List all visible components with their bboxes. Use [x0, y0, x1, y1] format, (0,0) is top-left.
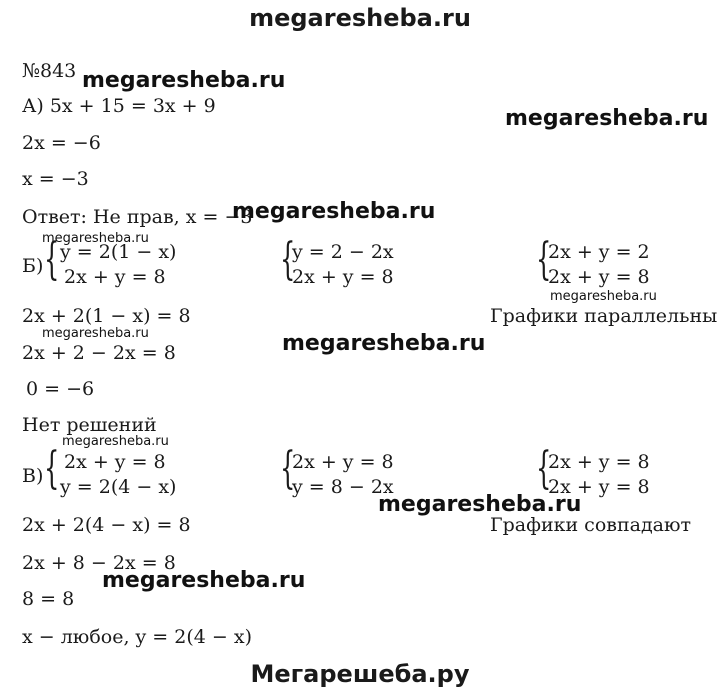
part-c-sys1-line2: y = 2(4 − x) — [60, 476, 177, 498]
site-header: megaresheba.ru — [249, 4, 471, 32]
part-b-result: Нет решений — [22, 414, 157, 436]
part-c-sys2-line1: 2x + y = 8 — [292, 451, 394, 473]
site-footer: Мегарешеба.ру — [250, 660, 470, 688]
part-c-note: Графики совпадают — [490, 514, 692, 536]
part-b-note: Графики параллельны — [490, 305, 718, 327]
brace-icon: { — [280, 234, 296, 285]
brace-icon: { — [536, 234, 552, 285]
part-c-step1: 2x + 2(4 − x) = 8 — [22, 514, 191, 536]
watermark: megaresheba.ru — [102, 568, 306, 593]
part-c-result: x − любое, y = 2(4 − x) — [22, 626, 252, 648]
part-c-sys3-line2: 2x + y = 8 — [548, 476, 650, 498]
part-b-sys1-line2: 2x + y = 8 — [64, 266, 166, 288]
part-c-sys2-line2: y = 8 − 2x — [292, 476, 394, 498]
watermark: megaresheba.ru — [42, 326, 149, 341]
part-b-sys1-line1: y = 2(1 − x) — [60, 241, 177, 263]
watermark: megaresheba.ru — [82, 68, 286, 93]
watermark: megaresheba.ru — [550, 289, 657, 304]
part-a-answer: Ответ: Не прав, x = −3 — [22, 206, 253, 228]
part-b-sys3-line1: 2x + y = 2 — [548, 241, 650, 263]
watermark: megaresheba.ru — [378, 492, 582, 517]
brace-icon: { — [44, 234, 60, 285]
part-a-step1: 2x = −6 — [22, 132, 101, 154]
part-c-sys3-line1: 2x + y = 8 — [548, 451, 650, 473]
watermark: megaresheba.ru — [232, 199, 436, 224]
watermark: megaresheba.ru — [62, 434, 169, 449]
part-c-step3: 8 = 8 — [22, 588, 75, 610]
part-c-step2: 2x + 8 − 2x = 8 — [22, 552, 176, 574]
part-b-label: Б) — [22, 255, 44, 277]
part-b-step1: 2x + 2(1 − x) = 8 — [22, 305, 191, 327]
part-c-label: В) — [22, 465, 44, 487]
brace-icon: { — [536, 443, 552, 494]
part-b-sys3-line2: 2x + y = 8 — [548, 266, 650, 288]
watermark: megaresheba.ru — [282, 331, 486, 356]
problem-number: №843 — [22, 60, 77, 82]
part-b-sys2-line2: 2x + y = 8 — [292, 266, 394, 288]
watermark: megaresheba.ru — [42, 231, 149, 246]
brace-icon: { — [280, 443, 296, 494]
part-b-step2: 2x + 2 − 2x = 8 — [22, 342, 176, 364]
part-a-equation: А) 5x + 15 = 3x + 9 — [22, 95, 216, 117]
part-c-sys1-line1: 2x + y = 8 — [64, 451, 166, 473]
part-b-step3: 0 = −6 — [26, 378, 95, 400]
part-b-sys2-line1: y = 2 − 2x — [292, 241, 394, 263]
part-a-step2: x = −3 — [22, 168, 89, 190]
watermark: megaresheba.ru — [505, 106, 709, 131]
brace-icon: { — [44, 443, 60, 494]
